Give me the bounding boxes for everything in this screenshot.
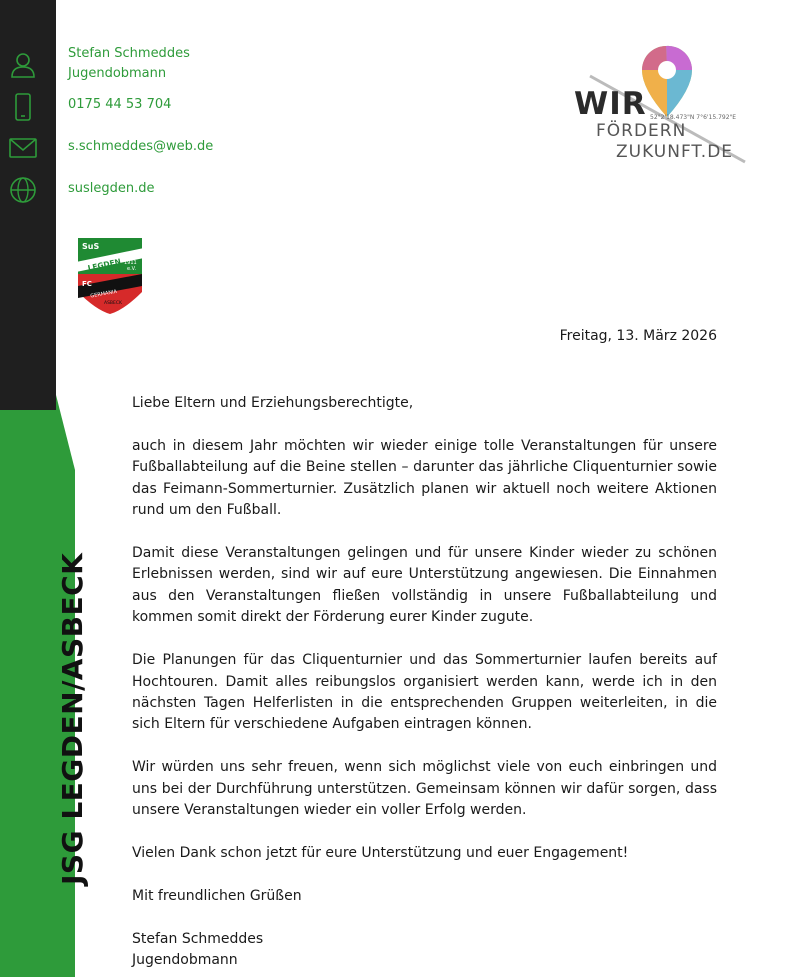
brand-logo-foerdern: FÖRDERN	[596, 121, 687, 141]
club-logo	[74, 234, 146, 314]
club-logo-year: 1911	[124, 260, 137, 266]
closing: Mit freundlichen Grüßen	[132, 887, 302, 904]
contact-email[interactable]: s.schmeddes@web.de	[68, 139, 214, 154]
paragraph: Wir würden uns sehr freuen, wenn sich möglichst viele von euch einbringen und uns bei der Durchführung unterstützen. Gemeinsam können wir dafür sorgen, dass unsere Veranstaltungen wieder ein voller Erfolg werden.	[132, 759, 717, 819]
brand-logo-coordinates: 52°2'18.473"N 7°6'15.792"E	[650, 114, 737, 121]
club-logo-legden: LEGDEN	[86, 256, 122, 273]
mail-icon	[8, 133, 38, 163]
contact-phone: 0175 44 53 704	[68, 97, 172, 112]
club-logo-sus: SuS	[82, 242, 100, 251]
globe-icon	[8, 175, 38, 205]
signature-role: Jugendobmann	[132, 952, 238, 969]
paragraph: auch in diesem Jahr möchten wir wieder einige tolle Veranstaltungen für unsere Fußballabteilung auf die Beine stellen – darunter das jährliche Cliquenturnier sowie das Feimann-Sommerturnier. Zusätzlich planen wir aktuell noch weitere Aktionen rund um den Fußball.	[132, 437, 717, 519]
club-logo-asbeck: ASBECK	[104, 301, 122, 306]
person-icon	[8, 50, 38, 80]
paragraph: Damit diese Veranstaltungen gelingen und für unsere Kinder wieder zu schönen Erlebnissen werden, sind wir auf eure Unterstützung angewiesen. Die Einnahmen aus den Veranstaltungen fließen vollständig in unsere Fußballabteilung und kommen somit direkt der Förderung eurer Kinder zugute.	[132, 545, 717, 626]
paragraph: Vielen Dank schon jetzt für eure Unterstützung und euer Engagement!	[132, 845, 629, 861]
phone-icon	[8, 92, 38, 122]
club-logo-ev: e.V.	[127, 266, 137, 272]
letter-date: Freitag, 13. März 2026	[559, 328, 717, 344]
paragraph: Die Planungen für das Cliquenturnier und das Sommerturnier laufen bereits auf Hochtouren. Damit alles reibungslos organisiert werden kann, werde ich in den nächsten Tagen Helferlisten in die entsprechenden Gruppen weiterleiten, in die sich Eltern für verschiedene Aufgaben eintragen können.	[132, 652, 717, 733]
vertical-club-title: JSG LEGDEN/ASBECK	[56, 552, 89, 885]
brand-logo-wir: WIR	[574, 86, 647, 122]
contact-website[interactable]: suslegden.de	[68, 181, 155, 196]
club-logo-germania: GERMANIA	[89, 288, 118, 300]
contact-role: Jugendobmann	[68, 66, 167, 81]
club-logo-fc: FC	[82, 280, 92, 288]
salutation: Liebe Eltern und Erziehungsberechtigte,	[132, 395, 414, 411]
signature-name: Stefan Schmeddes	[132, 930, 264, 947]
letter-body	[132, 393, 717, 972]
brand-logo-zukunft: ZUKUNFT.DE	[616, 142, 734, 162]
contact-name: Stefan Schmeddes	[68, 46, 190, 61]
brand-logo	[570, 44, 770, 169]
